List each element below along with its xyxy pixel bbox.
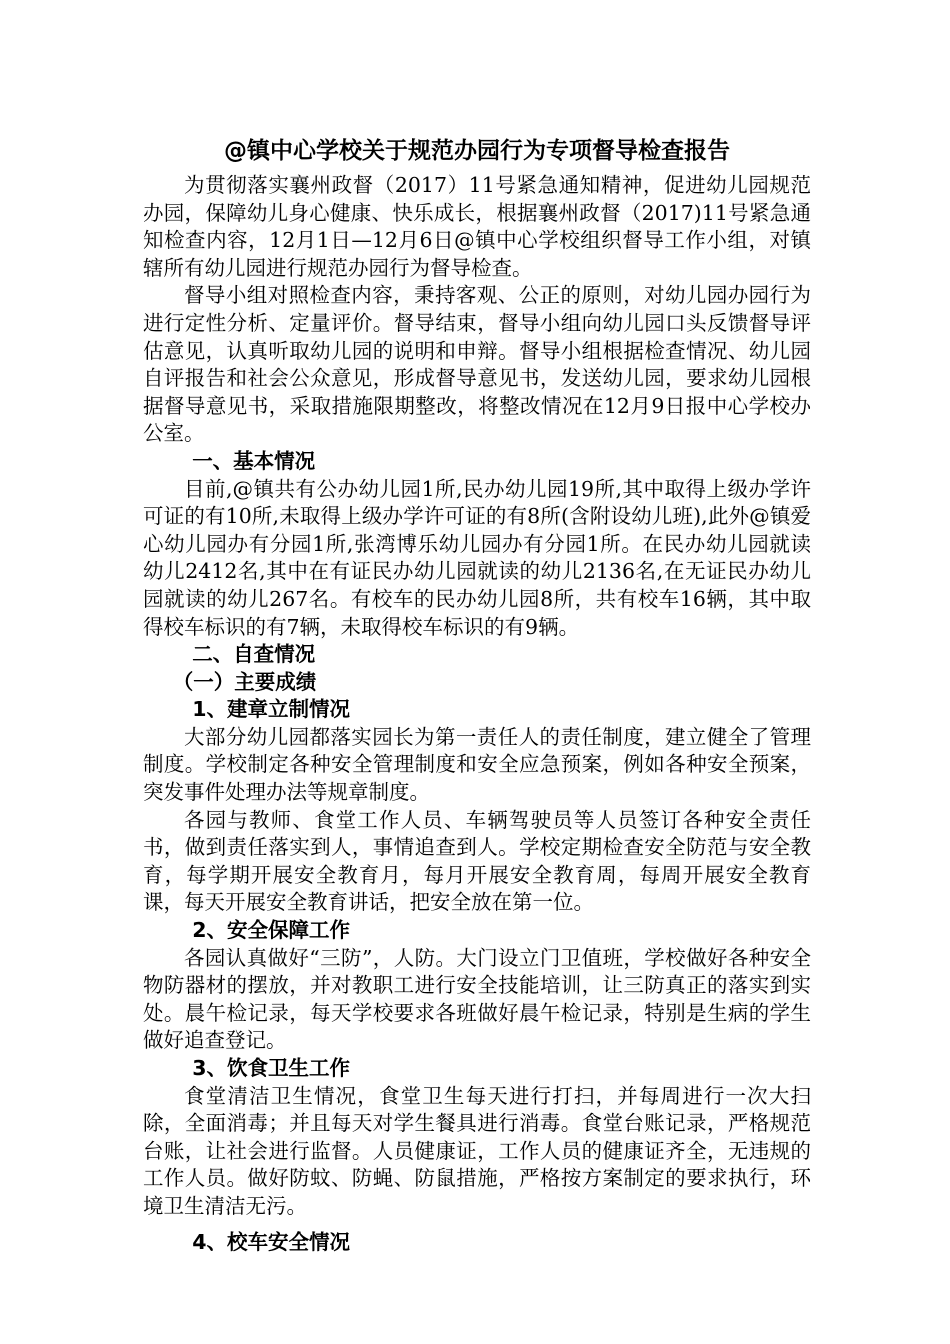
item-heading-school-bus-safety: 4、校车安全情况 [192, 1229, 350, 1254]
regulations-paragraph-2: 各园与教师、食堂工作人员、车辆驾驶员等人员签订各种安全责任书，做到责任落实到人，事情追查到人。学校定期检查安全防范与安全教育，每学期开展安全教育月，每月开展安全教育周，每周开展安全教育课，每天开展安全教育讲话，把安全放在第一位。 [143, 807, 811, 915]
item-heading-safety-guarantee: 2、安全保障工作 [192, 918, 350, 943]
item-heading-regulations: 1、建章立制情况 [192, 697, 350, 722]
food-hygiene-paragraph: 食堂清洁卫生情况，食堂卫生每天进行打扫，并每周进行一次大扫除，全面消毒；并且每天对学生餐具进行消毒。食堂台账记录，严格规范台账，让社会进行监督。人员健康证，工作人员的健康证齐全，无违规的工作人员。做好防蚊、防蝇、防鼠措施，严格按方案制定的要求执行，环境卫生清洁无污。 [143, 1083, 811, 1218]
regulations-paragraph-1: 大部分幼儿园都落实园长为第一责任人的责任制度，建立健全了管理制度。学校制定各种安全管理制度和安全应急预案，例如各种安全预案，突发事件处理办法等规章制度。 [143, 724, 811, 805]
subsection-heading-achievements: （一）主要成绩 [172, 669, 317, 694]
section-heading-self-inspection: 二、自查情况 [192, 642, 316, 667]
intro-paragraph: 为贯彻落实襄州政督（2017）11号紧急通知精神，促进幼儿园规范办园，保障幼儿身心健康、快乐成长，根据襄州政督（2017)11号紧急通知检查内容，12月1日—12月6日@镇中心学校组织督导工作小组，对镇辖所有幼儿园进行规范办园行为督导检查。 [143, 173, 811, 280]
document-title: @镇中心学校关于规范办园行为专项督导检查报告 [224, 138, 730, 164]
document-page [143, 132, 811, 1256]
section-heading-basic-situation: 一、基本情况 [192, 448, 316, 473]
inspection-method-paragraph: 督导小组对照检查内容，秉持客观、公正的原则，对幼儿园办园行为进行定性分析、定量评价。督导结束，督导小组向幼儿园口头反馈督导评估意见，认真听取幼儿园的说明和申辩。督导小组根据检查情况、幼儿园自评报告和社会公众意见，形成督导意见书，发送幼儿园，要求幼儿园根据督导意见书，采取措施限期整改，将整改情况在12月9日报中心学校办公室。 [143, 283, 811, 446]
safety-guarantee-paragraph: 各园认真做好“三防”，人防。大门设立门卫值班，学校做好各种安全物防器材的摆放，并对教职工进行安全技能培训，让三防真正的落实到实处。晨午检记录，每天学校要求各班做好晨午检记录，特别是生病的学生做好追查登记。 [143, 945, 811, 1053]
basic-situation-paragraph: 目前,@镇共有公办幼儿园1所,民办幼儿园19所,其中取得上级办学许可证的有10所,未取得上级办学许可证的有8所(含附设幼儿班),此外@镇爱心幼儿园办有分园1所,张湾博乐幼儿园办有分园1所。在民办幼儿园就读幼儿2412名,其中在有证民办幼儿园就读的幼儿2136名,在无证民办幼儿园就读的幼儿267名。有校车的民办幼儿园8所，共有校车16辆，其中取得校车标识的有7辆，未取得校车标识的有9辆。 [143, 476, 811, 639]
item-heading-food-hygiene: 3、饮食卫生工作 [192, 1056, 350, 1080]
